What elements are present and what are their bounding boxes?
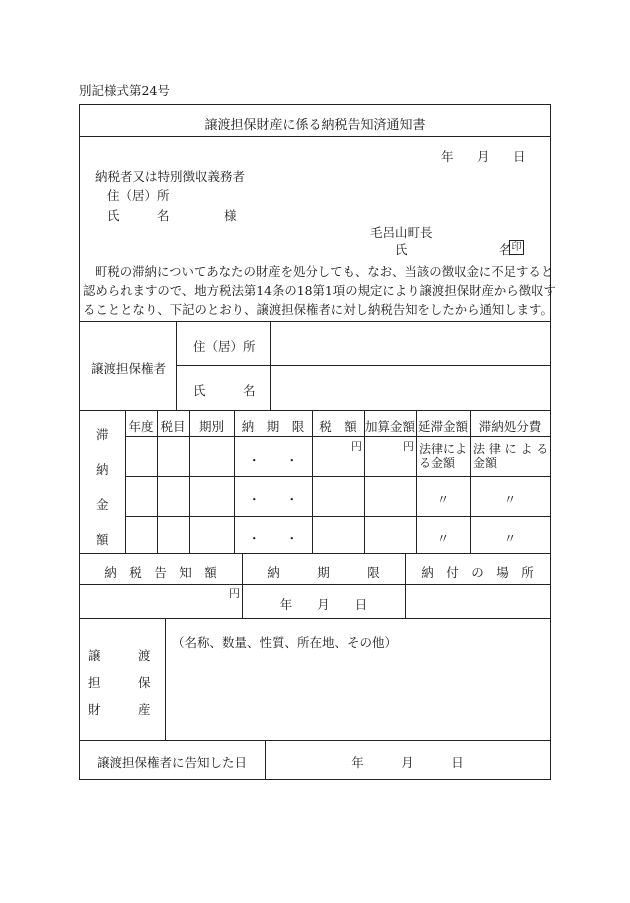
issuer-shi: 氏 xyxy=(395,242,408,257)
row1-additional-yen: 円 xyxy=(403,440,414,453)
row1-due-date: ・ ・ xyxy=(247,453,298,468)
holder-top-line xyxy=(79,321,551,322)
title-divider xyxy=(79,136,551,137)
date-day: 日 xyxy=(513,149,526,164)
arrears-side-char-4: 額 xyxy=(96,532,109,547)
property-bottom-line xyxy=(79,740,551,741)
notified-date: 年 月 日 xyxy=(351,755,464,770)
header-tax-amount: 税 額 xyxy=(319,419,357,434)
recipient-address-label: 住（居）所 xyxy=(107,188,170,203)
recipient-name-label: 氏 名 xyxy=(107,208,170,223)
row2-due-date: ・ ・ xyxy=(247,492,298,507)
recipient-sama: 様 xyxy=(224,208,237,223)
header-additional: 加算金額 xyxy=(364,419,415,434)
row3-due-date: ・ ・ xyxy=(247,531,298,546)
property-hint: （名称、数量、性質、所在地、その他） xyxy=(172,635,398,650)
body-line-1: 町税の滞納についてあなたの財産を処分しても、なお、当該の徴収金に不足すると xyxy=(95,264,554,279)
property-label-line-2: 担 保 xyxy=(88,675,151,690)
frame-right xyxy=(550,104,551,780)
document-title: 譲渡担保財産に係る納税告知済通知書 xyxy=(204,118,426,133)
notice-header-line xyxy=(79,584,551,585)
seal-mark: 印 xyxy=(509,240,524,255)
arrears-bottom-line xyxy=(79,553,551,554)
row2-disposition-ditto: 〃 xyxy=(503,492,517,507)
arrears-side-char-3: 金 xyxy=(96,497,109,512)
property-label-line-1: 譲 渡 xyxy=(88,648,151,663)
property-label-line-3: 財 産 xyxy=(88,702,151,717)
frame-top xyxy=(79,104,551,105)
date-year: 年 xyxy=(441,149,454,164)
notice-place-header: 納 付 の 場 所 xyxy=(421,565,534,580)
row3-delinquency-ditto: 〃 xyxy=(436,531,450,546)
row1-delinquency-law-text: 法律による金額 xyxy=(419,442,468,470)
arrears-side-char-1: 滞 xyxy=(96,427,109,442)
notice-due-date: 年 月 日 xyxy=(279,597,368,612)
notice-bottom-line xyxy=(79,618,551,619)
notified-label: 譲渡担保権者に告知した日 xyxy=(96,755,247,770)
notice-due-header: 納 期 限 xyxy=(267,565,380,580)
holder-name-label: 氏 名 xyxy=(193,383,256,398)
body-line-3: ることとなり、下記のとおり、譲渡担保権者に対し納税告知をしたから通知します。 xyxy=(83,302,553,317)
holder-address-label: 住（居）所 xyxy=(193,339,256,354)
notice-amount-yen: 円 xyxy=(229,587,240,600)
header-disposition-cost: 滞納処分費 xyxy=(478,419,542,434)
date-month: 月 xyxy=(477,149,490,164)
header-delinquency: 延滞金額 xyxy=(417,419,468,434)
row1-disposition-law-text: 法 律 に よ る 金額 xyxy=(473,442,549,470)
property-label-divider xyxy=(165,618,166,740)
header-year: 年度 xyxy=(128,419,154,434)
holder-label: 譲渡担保権者 xyxy=(91,361,167,376)
frame-bottom xyxy=(79,779,551,780)
form-number: 別記様式第24号 xyxy=(79,83,170,98)
issuer-office: 毛呂山町長 xyxy=(370,225,433,240)
issuer-mei: 名 xyxy=(499,242,512,257)
holder-mid-line xyxy=(176,365,551,366)
header-tax-item: 税目 xyxy=(160,419,186,434)
notice-amount-header: 納 税 告 知 額 xyxy=(104,565,217,580)
row1-tax-yen: 円 xyxy=(351,440,362,453)
header-due-date: 納 期 限 xyxy=(241,419,305,434)
arrears-top-line xyxy=(79,410,551,411)
body-line-2: 認められますので、地方税法第14条の18第1項の規定により譲渡担保財産から徴収す xyxy=(83,283,556,298)
row3-disposition-ditto: 〃 xyxy=(503,531,517,546)
frame-left xyxy=(79,104,80,780)
recipient-heading: 納税者又は特別徴収義務者 xyxy=(95,169,246,184)
header-period: 期別 xyxy=(198,419,224,434)
arrears-side-char-2: 納 xyxy=(96,462,109,477)
row2-delinquency-ditto: 〃 xyxy=(436,492,450,507)
